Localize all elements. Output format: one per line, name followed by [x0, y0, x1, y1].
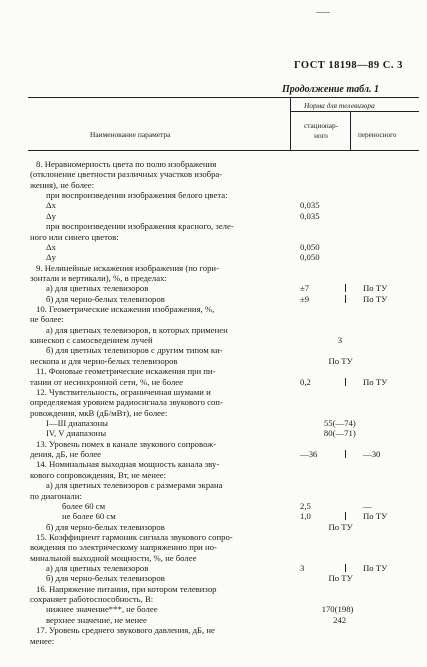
table-row — [0, 522, 427, 532]
table-row — [0, 397, 427, 407]
param-text: 16. Напряжение питания, при котором телевизор — [36, 583, 217, 594]
param-text: нескопа и для черно-белых телевизоров — [30, 355, 178, 366]
stationary-value: 0,2 — [300, 376, 311, 387]
param-text: ного или синего цветов: — [30, 231, 119, 242]
portable-value: По ТУ — [363, 376, 388, 387]
table-row — [0, 532, 427, 542]
param-text: более 60 см — [62, 500, 106, 511]
stationary-value: 3 — [300, 563, 305, 574]
table-row — [0, 480, 427, 490]
param-text: Δx — [46, 200, 56, 211]
param-text: б) для черно-белых телевизоров — [46, 573, 165, 584]
param-text: (отклонение цветности различных участков изобра- — [30, 169, 223, 180]
header-divider — [290, 97, 291, 150]
table-row — [0, 242, 427, 252]
stationary-value: 0,035 — [300, 210, 320, 221]
param-text: ровождения, мкВ (дБ/мВт), не более: — [30, 407, 168, 418]
table-row — [0, 470, 427, 480]
param-text: Δy — [46, 210, 56, 221]
table-row — [0, 232, 427, 242]
param-text: дения, дБ, не более — [30, 449, 102, 460]
param-text: 14. Номинальная выходная мощность канала зву- — [36, 459, 220, 470]
param-text: при воспроизведении изображения красного, зеле- — [46, 221, 234, 232]
table-row — [0, 180, 427, 190]
param-name-header: Наименование параметра — [90, 130, 171, 139]
common-value: По ТУ — [328, 521, 353, 532]
param-text: кового сопровождения, Вт, не менее: — [30, 469, 167, 480]
portable-header: переносного — [358, 131, 397, 139]
column-separator — [345, 295, 346, 303]
column-separator — [345, 450, 346, 458]
column-separator — [345, 564, 346, 572]
column-separator — [345, 284, 346, 292]
param-text: вождения по электрическому напряжению при но- — [30, 542, 217, 553]
table-row — [0, 263, 427, 273]
table-row — [0, 252, 427, 262]
table-row — [0, 345, 427, 355]
param-text: жения), не более: — [30, 179, 95, 190]
param-text: а) для цветных телевизоров — [46, 563, 149, 574]
portable-value: По ТУ — [363, 293, 388, 304]
table-row — [0, 542, 427, 552]
param-text: а) для цветных телевизоров, в которых применен — [46, 324, 228, 335]
table-row — [0, 636, 427, 646]
param-text: а) для цветных телевизоров с размерами экрана — [46, 480, 223, 491]
norm-header: Норма для телевизора — [304, 101, 375, 110]
stationary-value: 1,0 — [300, 511, 311, 522]
param-text: Δy — [46, 252, 56, 263]
param-text: 9. Нелинейные искажения изображения (по гори- — [36, 262, 219, 273]
table-row — [0, 169, 427, 179]
param-text: 8. Неравномерность цвета по полю изображения — [36, 159, 217, 169]
portable-value: —30 — [363, 449, 381, 460]
portable-value: По ТУ — [363, 511, 388, 522]
standard-number: ГОСТ 18198—89 С. 3 — [294, 60, 403, 71]
stationary-value: ±7 — [300, 283, 310, 294]
table-row — [0, 377, 427, 387]
table-row — [0, 428, 427, 438]
column-separator — [345, 512, 346, 520]
stationary-value: 0,050 — [300, 252, 320, 263]
table-row — [0, 604, 427, 614]
scan-mark — [316, 12, 330, 13]
common-value: По ТУ — [328, 573, 353, 584]
param-text: б) для черно-белых телевизоров — [46, 293, 165, 304]
column-separator — [345, 378, 346, 386]
common-value: По ТУ — [328, 355, 353, 366]
table-row — [0, 159, 427, 169]
table-row — [0, 314, 427, 324]
param-text: при воспроизведении изображения белого цвета: — [46, 190, 228, 201]
table-row — [0, 190, 427, 200]
table-row — [0, 625, 427, 635]
table-row — [0, 594, 427, 604]
table-row — [0, 584, 427, 594]
table-row — [0, 573, 427, 583]
param-text: нижнее значение***, не более — [46, 604, 158, 615]
table-row — [0, 211, 427, 221]
stationary-value: 0,050 — [300, 241, 320, 252]
common-value: 170(198) — [321, 604, 354, 615]
param-text: 12. Чувствительность, ограниченная шумами и — [36, 386, 211, 397]
param-text: а) для цветных телевизоров — [46, 283, 149, 294]
param-text: не более 60 см — [62, 511, 116, 522]
param-text: по диагонали: — [30, 490, 82, 501]
table-row — [0, 283, 427, 293]
table-row — [0, 387, 427, 397]
param-text: зонтали и вертикали), %, в пределах: — [30, 272, 167, 283]
portable-value: — — [363, 500, 372, 511]
param-text: IV, V диапазоны — [46, 428, 107, 439]
table-top-rule — [28, 97, 419, 98]
table-row — [0, 356, 427, 366]
table-row — [0, 200, 427, 210]
param-text: I—III диапазоны — [46, 418, 108, 428]
param-text: определяемая уровнем радиосигнала звукового соп- — [30, 397, 223, 408]
stationary-header: стационар- ного — [304, 122, 338, 140]
param-text: 15. Коэффициент гармоник сигнала звукового сопро- — [36, 531, 233, 542]
table-row — [0, 221, 427, 231]
param-text: 13. Уровень помех в канале звукового сопровож- — [36, 438, 217, 449]
norm-column-divider — [350, 111, 351, 150]
param-text: не более: — [30, 314, 64, 325]
param-text: менее: — [30, 635, 55, 646]
table-row — [0, 325, 427, 335]
table-continuation: Продолжение табл. 1 — [282, 84, 380, 95]
stationary-value: —36 — [300, 449, 318, 460]
table-row — [0, 294, 427, 304]
param-text: 10. Геометрические искажения изображения, %, — [36, 304, 215, 315]
table-row — [0, 511, 427, 521]
table-row — [0, 449, 427, 459]
table-row — [0, 335, 427, 345]
table-row — [0, 553, 427, 563]
table-row — [0, 408, 427, 418]
table-head-bottom-rule — [28, 150, 419, 151]
param-text: тании от несинхронной сети, %, не более — [30, 376, 184, 387]
stationary-value: 0,035 — [300, 200, 320, 211]
param-text: минальной выходной мощности, %, не более — [30, 552, 197, 563]
stationary-value: ±9 — [300, 293, 310, 304]
param-text: Δx — [46, 241, 56, 252]
table-row — [0, 491, 427, 501]
param-text: б) для цветных телевизоров с другим типом ки- — [46, 345, 223, 356]
table-row — [0, 366, 427, 376]
table-row — [0, 501, 427, 511]
table-row — [0, 563, 427, 573]
table-row — [0, 439, 427, 449]
param-text: б) для черно-белых телевизоров — [46, 521, 165, 532]
common-value: 55(—74) — [323, 418, 356, 428]
param-text: 17. Уровень среднего звукового давления, дБ, не — [36, 625, 215, 636]
table-row — [0, 273, 427, 283]
table-row — [0, 304, 427, 314]
param-text: сохраняет работоспособность, В: — [30, 594, 154, 605]
table-row — [0, 615, 427, 625]
portable-value: По ТУ — [363, 283, 388, 294]
common-value: 3 — [337, 335, 343, 346]
stationary-value: 2,5 — [300, 500, 311, 511]
param-text: верхнее значение, не менее — [46, 614, 147, 625]
table-row — [0, 459, 427, 469]
table-row — [0, 418, 427, 428]
common-value: 80(—71) — [323, 428, 356, 439]
param-text: кинескоп с самосведением лучей — [30, 335, 153, 346]
common-value: 242 — [333, 614, 347, 625]
param-text: 11. Фоновые геометрические искажения при пи- — [36, 366, 216, 377]
norm-divider — [290, 111, 419, 112]
portable-value: По ТУ — [363, 563, 388, 574]
